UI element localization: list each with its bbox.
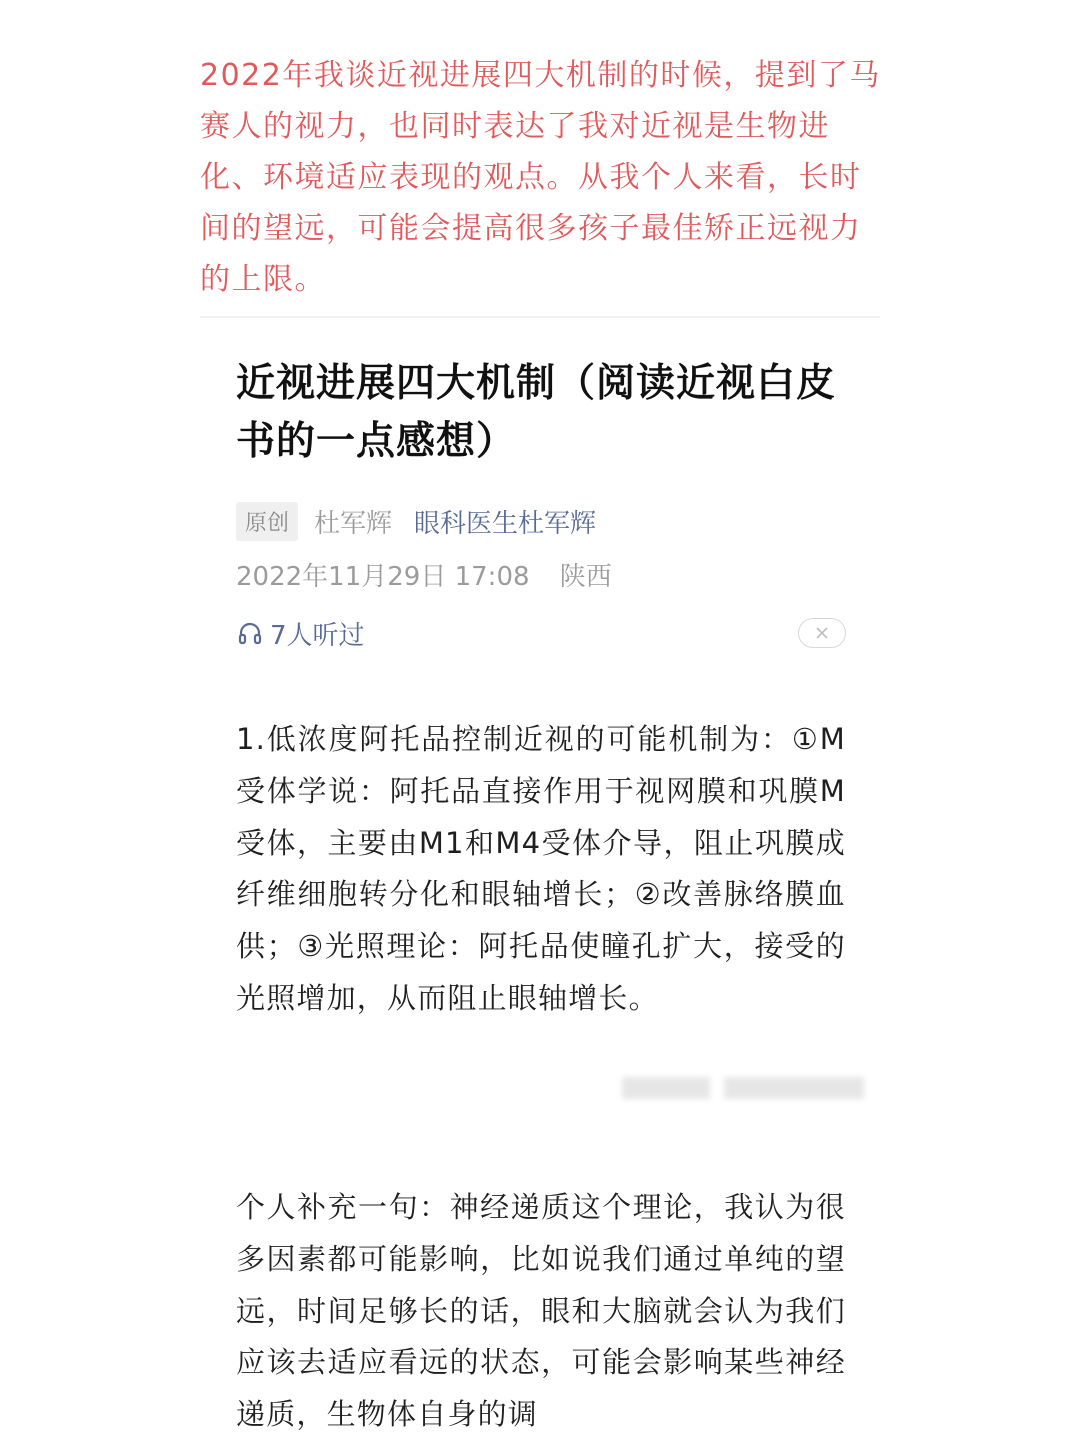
publish-date: 2022年11月29日 17:08	[236, 562, 530, 592]
account-link[interactable]: 眼科医生杜军辉	[414, 508, 597, 539]
article-meta	[236, 501, 846, 541]
divider	[200, 316, 880, 318]
paragraph-supplement: 个人补充一句：神经递质这个理论，我认为很多因素都可能影响，比如说我们通过单纯的望远，时间足够长的话，眼和大脑就会认为我们应该去适应看远的状态，可能会影响某些神经递质，生物体自身的调	[236, 1190, 846, 1432]
headphone-icon	[236, 619, 264, 647]
paragraph-mechanisms: 1.低浓度阿托品控制近视的可能机制为：①M受体学说：阿托品直接作用于视网膜和巩膜M受体，主要由M1和M4受体介导，阻止巩膜成纤维细胞转分化和眼轴增长；②改善脉络膜血供；③光照理论：阿托品使瞳孔扩大，接受的光照增加，从而阻止眼轴增长。	[236, 722, 846, 1015]
listen-row	[236, 613, 846, 653]
close-button[interactable]	[798, 618, 846, 648]
publish-info	[236, 557, 846, 597]
blurred-caption	[724, 1077, 864, 1099]
intro-note	[200, 50, 890, 305]
article-title: 近视进展四大机制（阅读近视白皮书的一点感想）	[236, 361, 837, 464]
intro-text: 2022年我谈近视进展四大机制的时候，提到了马赛人的视力，也同时表达了我对近视是生物进化、环境适应表现的观点。从我个人来看，长时间的望远，可能会提高很多孩子最佳矫正远视力的上限。	[200, 58, 881, 297]
close-icon	[815, 626, 829, 640]
original-tag: 原创	[236, 502, 298, 541]
publish-location: 陕西	[559, 562, 612, 592]
blurred-caption	[622, 1077, 710, 1099]
listen-count: 7人听过	[270, 620, 365, 651]
article-card[interactable]	[236, 355, 846, 653]
author-name: 杜军辉	[314, 508, 393, 539]
